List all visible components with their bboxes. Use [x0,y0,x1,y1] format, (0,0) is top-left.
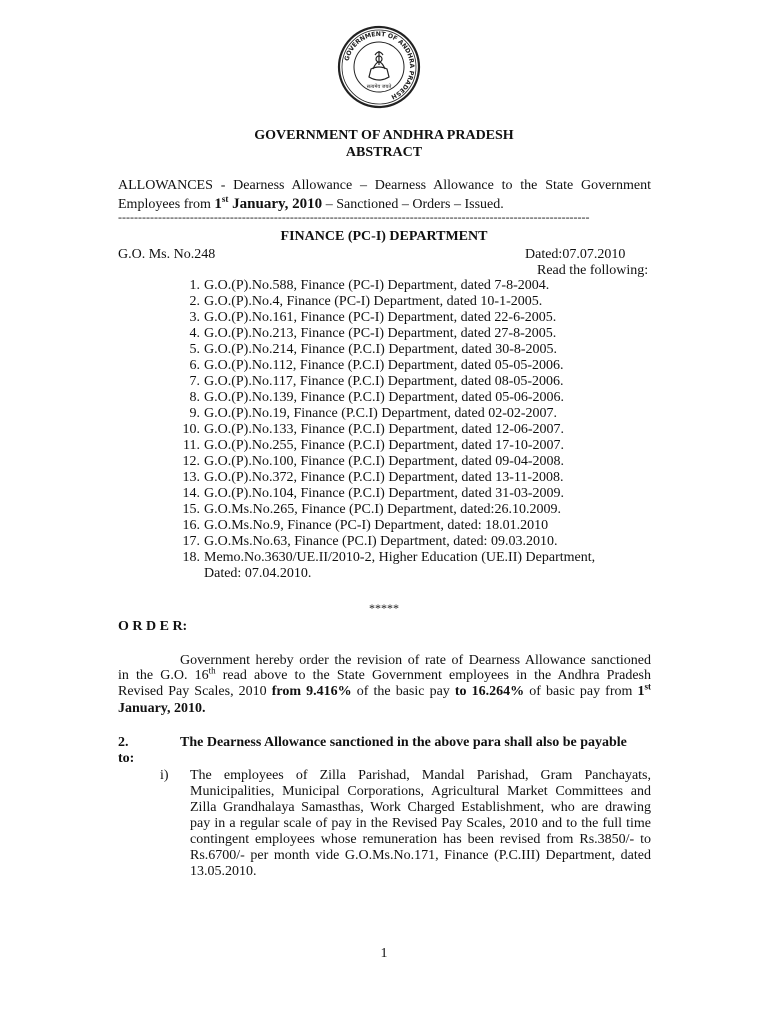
reference-item: 12. G.O.(P).No.100, Finance (P.C.I) Department, dated 09-04-2008. [182,454,565,469]
subject-line-1: ALLOWANCES - Dearness Allowance – Dearness Allowance to the State Government [118,178,651,193]
document-title: GOVERNMENT OF ANDHRA PRADESH [254,128,514,143]
item-i-line: Municipalities, Municipal Corporations, Agricultural Market Committees and [190,784,651,799]
reference-item: 14. G.O.(P).No.104, Finance (P.C.I) Department, dated 31-03-2009. [182,486,565,501]
reference-item: 11. G.O.(P).No.255, Finance (P.C.I) Department, dated 17-10-2007. [183,438,565,453]
para2-heading: The Dearness Allowance sanctioned in the above para shall also be payable [180,735,627,750]
order-para1-line4: January, 2010. [118,701,206,716]
document-subtitle: ABSTRACT [345,145,423,160]
order-para1-line1: Government hereby order the revision of rate of Dearness Allowance sanctioned [180,653,651,668]
reference-item: 7. G.O.(P).No.117, Finance (P.C.I) Department, dated 08-05-2006. [189,374,564,389]
reference-item: 1. G.O.(P).No.588, Finance (PC-I) Department, dated 7-8-2004. [189,278,550,293]
reference-item: 13. G.O.(P).No.372, Finance (P.C.I) Department, dated 13-11-2008. [182,470,564,485]
section-stars: ***** [369,601,399,615]
reference-item: 3. G.O.(P).No.161, Finance (PC-I) Department, dated 22-6-2005. [189,310,557,325]
state-emblem-seal [337,25,421,109]
reference-item: 15. G.O.Ms.No.265, Finance (PC.I) Department, dated:26.10.2009. [182,502,561,517]
order-heading: O R D E R: [118,619,188,634]
department-heading: FINANCE (PC-I) DEPARTMENT [280,229,488,244]
go-date: Dated:07.07.2010 [525,247,626,262]
reference-item: 4. G.O.(P).No.213, Finance (PC-I) Department, dated 27-8-2005. [189,326,557,341]
read-following-label: Read the following: [537,263,649,278]
separator-line: ---------------------------------------------------------------------------------------------------------------------- [118,210,590,224]
reference-item: 5. G.O.(P).No.214, Finance (P.C.I) Department, dated 30-8-2005. [189,342,558,357]
reference-item: 9. G.O.(P).No.19, Finance (P.C.I) Department, dated 02-02-2007. [189,406,558,421]
item-i-line: pay in a regular scale of pay in the Revised Pay Scales, 2010 and to the full time [190,816,651,831]
item-i-line: The employees of Zilla Parishad, Mandal Parishad, Gram Panchayats, [190,768,651,783]
reference-item: 16. G.O.Ms.No.9, Finance (PC-I) Department, dated: 18.01.2010 [182,518,549,533]
para2-number: 2. [118,735,129,750]
subject-date: 1st January, 2010 [214,194,323,212]
order-para1-line3: Revised Pay Scales, 2010 from 9.416% of the basic pay to 16.264% of basic pay from 1st [118,681,651,699]
reference-item: 8. G.O.(P).No.139, Finance (P.C.I) Department, dated 05-06-2006. [189,390,565,405]
svg-text:GOVERNMENT OF ANDHRA PRADESH: GOVERNMENT OF ANDHRA PRADESH [343,30,416,101]
item-i-label: i) [160,768,169,783]
reference-item: 17. G.O.Ms.No.63, Finance (PC.I) Department, dated: 09.03.2010. [182,534,558,549]
page-number: 1 [380,946,388,961]
para2-heading-cont: to: [118,751,135,766]
item-i-line: Zilla Grandhalaya Samasthas, Work Charged Establishment, who are drawing [190,800,651,815]
reference-item: 18. Memo.No.3630/UE.II/2010-2, Higher Education (UE.II) Department, [182,550,596,565]
item-i-line: 13.05.2010. [190,864,257,879]
go-number: G.O. Ms. No.248 [118,247,216,262]
reference-item: Dated: 07.04.2010. [204,566,312,581]
reference-item: 10. G.O.(P).No.133, Finance (P.C.I) Department, dated 12-06-2007. [182,422,565,437]
subject-suffix: – Sanctioned – Orders – Issued. [322,197,504,212]
reference-item: 6. G.O.(P).No.112, Finance (P.C.I) Department, dated 05-05-2006. [189,358,564,373]
subject-prefix: Employees from [118,197,215,212]
order-para1-line2: in the G.O. 16th read above to the State Government employees in the Andhra Pradesh [118,665,651,683]
reference-item: 2. G.O.(P).No.4, Finance (PC-I) Department, dated 10-1-2005. [189,294,543,309]
item-i-line: Rs.6700/- per month vide G.O.Ms.No.171, Finance (P.C.III) Department, dated [190,848,651,863]
svg-text:सत्यमेव जयते: सत्यमेव जयते [366,84,392,90]
item-i-line: contingent employees whose remuneration has been revised from Rs.3850/- to [190,832,651,847]
